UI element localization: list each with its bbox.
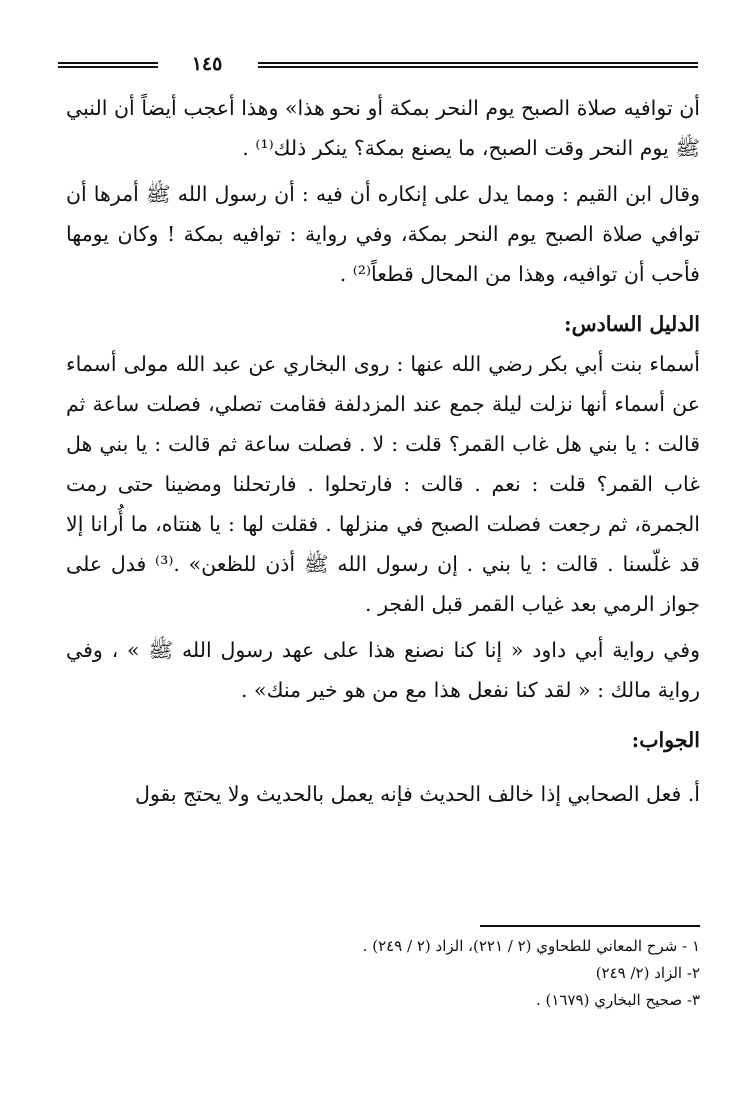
- footnotes: [320, 925, 700, 1014]
- page-number: ١٤٥: [191, 53, 223, 75]
- footnote-2: ٢- الزاد (٢/ ٢٤٩): [595, 963, 700, 982]
- paragraph-1: أن توافيه صلاة الصبح يوم النحر بمكة أو نحو هذا» وهذا أعجب أيضاً أن النبي ﷺ يوم النحر وقت الصبح، ما يصنع بمكة؟ ينكر ذلك⁽¹⁾ .: [66, 96, 700, 160]
- section-paragraph-2: وفي رواية أبي داود « إنا كنا نصنع هذا على عهد رسول الله ﷺ » ، وفي رواية مالك : « لقد كنا نفعل هذا مع من هو خير منك» .: [66, 638, 700, 702]
- page-body: [66, 88, 700, 814]
- paragraph-2: وقال ابن القيم : ومما يدل على إنكاره أن فيه : أن رسول الله ﷺ أمرها أن توافي صلاة الصبح يوم النحر بمكة، وفي رواية : توافيه بمكة ! وكان يومها فأحب أن توافيه، وهذا من المحال قطعاً⁽²⁾ .: [66, 182, 700, 286]
- footnote-1: ١ - شرح المعاني للطحاوي (٢ / ٢٢١)، الزاد (٢ / ٢٤٩) .: [362, 936, 700, 955]
- section-paragraph-1: أسماء بنت أبي بكر رضي الله عنها : روى البخاري عن عبد الله مولى أسماء عن أسماء أنها نزلت ليلة جمع عند المزدلفة فقامت تصلي، فصلت ساعة ثم قالت : يا بني هل غاب القمر؟ قلت : لا . فصلت ساعة ثم قالت : يا بني هل غاب القمر؟ قلت : نعم . قالت : فارتحلوا . فارتحلنا ومضينا حتى رمت الجمرة، ثم رجعت فصلت الصبح في منزلها . فقلت لها : يا هنتاه، ما أُرانا إلا قد غلّسنا . قالت : يا بني . إن رسول الله ﷺ أذن للظعن» .⁽³⁾ فدل على جواز الرمي بعد غياب القمر قبل الفجر .: [66, 352, 700, 616]
- answer-title: الجواب:: [631, 728, 700, 752]
- header-rule-right-lower: [258, 66, 698, 68]
- footnote-separator: [480, 925, 700, 927]
- answer-paragraph: أ. فعل الصحابي إذا خالف الحديث فإنه يعمل بالحديث ولا يحتج بقول: [134, 782, 700, 806]
- page-header: [58, 53, 698, 78]
- header-rule-right: [258, 62, 698, 64]
- header-rule-left: [58, 62, 158, 64]
- header-rule-left-lower: [58, 66, 158, 68]
- footnote-3: ٣- صحيح البخاري (١٦٧٩) .: [535, 990, 700, 1009]
- section-title: الدليل السادس:: [564, 312, 700, 336]
